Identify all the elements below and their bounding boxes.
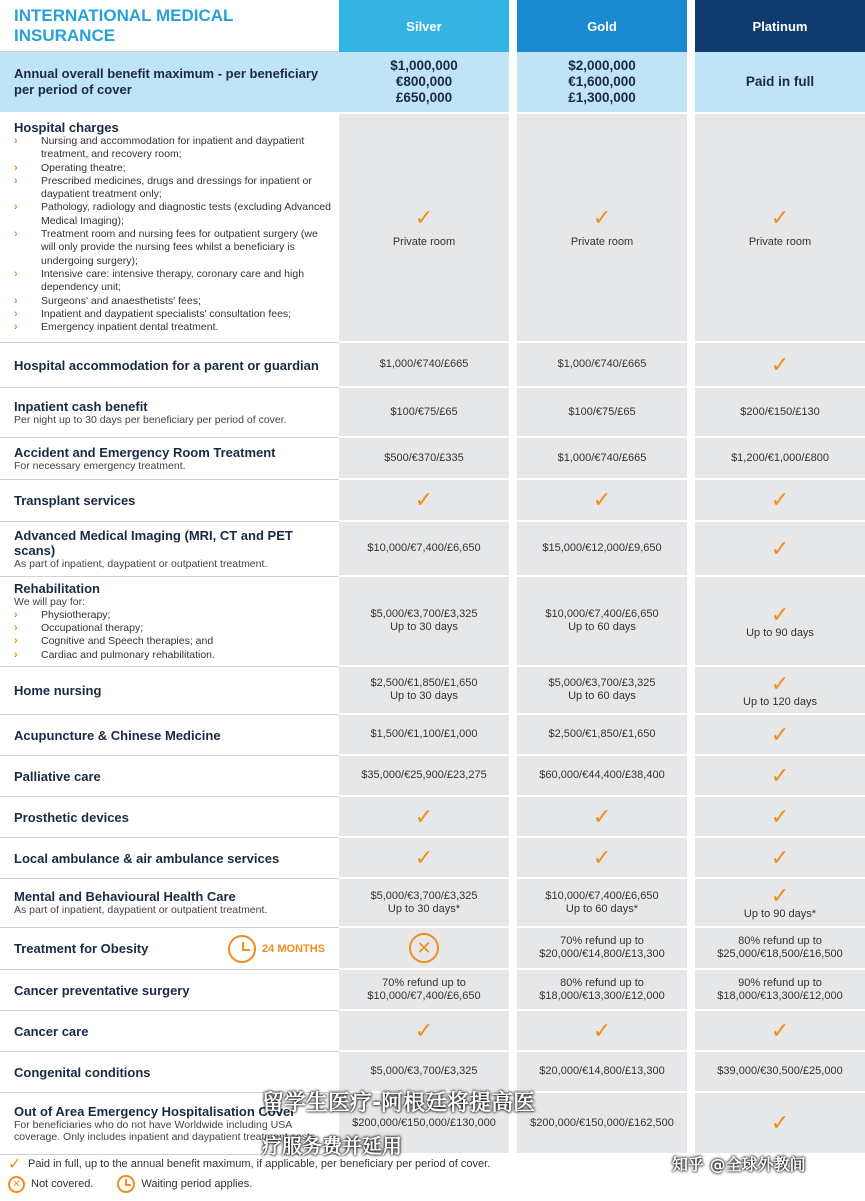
cash-silver: $100/€75/£65	[339, 388, 509, 438]
check-icon: ✓	[414, 803, 434, 829]
oos-label: Out of Area Emergency Hospitalisation Cover For beneficiaries who do not have Worldwide including USA coverage. Only includes inpatient and daypatient treatment costs.	[0, 1093, 339, 1155]
cancer-gold	[517, 1011, 687, 1052]
check-icon: ✓	[770, 803, 790, 829]
imaging-label: Advanced Medical Imaging (MRI, CT and PET scans) As part of inpatient, daypatient or outpatient treatment.	[0, 522, 339, 577]
annual-max-gold: $2,000,000 €1,600,000 £1,300,000	[517, 52, 687, 114]
accident-silver: $500/€370/£335	[339, 438, 509, 480]
accident-platinum: $1,200/€1,000/£800	[695, 438, 865, 480]
prosthetic-gold	[517, 797, 687, 838]
watermark-line2: 疗服务费并延用	[262, 1134, 402, 1158]
mental-label: Mental and Behavioural Health Care As part of inpatient, daypatient or outpatient treatment.	[0, 879, 339, 928]
nursing-label: Home nursing	[0, 667, 339, 715]
mental-silver: $5,000/€3,700/£3,325 Up to 30 days*	[339, 879, 509, 928]
parent-gold: $1,000/€740/£665	[517, 343, 687, 388]
check-icon: ✓	[592, 844, 612, 870]
palliative-label: Palliative care	[0, 756, 339, 797]
nursing-gold: $5,000/€3,700/£3,325 Up to 60 days	[517, 667, 687, 715]
check-icon: ✓	[770, 601, 790, 627]
check-icon: ✓	[770, 487, 790, 512]
ambulance-gold	[517, 838, 687, 879]
imaging-platinum	[695, 522, 865, 577]
congenital-label: Congenital conditions	[0, 1052, 339, 1093]
transplant-platinum	[695, 480, 865, 522]
obesity-label: Treatment for Obesity 24 MONTHS	[0, 928, 339, 970]
check-icon: ✓	[592, 1017, 612, 1043]
check-icon: ✓	[770, 844, 790, 870]
rehab-label: Rehabilitation We will pay for: › Physiotherapy; › Occupational therapy; › Cognitive and Speech therapies; and › Cardiac and pulmonary rehabilitation.	[0, 577, 339, 667]
check-icon: ✓	[414, 844, 434, 870]
rehab-platinum: ✓ Up to 90 days	[695, 577, 865, 667]
accident-gold: $1,000/€740/£665	[517, 438, 687, 480]
ambulance-silver	[339, 838, 509, 879]
plan-header-gold: Gold	[517, 0, 687, 52]
oos-silver: $200,000/€150,000/£130,000	[339, 1093, 509, 1155]
cash-platinum: $200/€150/£130	[695, 388, 865, 438]
parent-label: Hospital accommodation for a parent or guardian	[0, 343, 339, 388]
cancer-prev-gold: 80% refund up to $18,000/€13,300/£12,000	[517, 970, 687, 1011]
check-icon: ✓	[414, 1017, 434, 1043]
oos-platinum	[695, 1093, 865, 1155]
oos-gold: $200,000/€150,000/£162,500	[517, 1093, 687, 1155]
cancer-label: Cancer care	[0, 1011, 339, 1052]
rehab-gold: $10,000/€7,400/£6,650 Up to 60 days	[517, 577, 687, 667]
rehab-silver: $5,000/€3,700/£3,325 Up to 30 days	[339, 577, 509, 667]
obesity-platinum: 80% refund up to $25,000/€18,500/£16,500	[695, 928, 865, 970]
hospital-silver: ✓ Private room	[339, 114, 509, 343]
nursing-silver: $2,500/€1,850/£1,650 Up to 30 days	[339, 667, 509, 715]
plan-header-platinum: Platinum	[695, 0, 865, 52]
cross-circle-icon: ✕	[8, 1176, 25, 1193]
page-title: INTERNATIONAL MEDICAL INSURANCE	[0, 0, 339, 52]
prosthetic-label: Prosthetic devices	[0, 797, 339, 838]
accident-label: Accident and Emergency Room Treatment For necessary emergency treatment.	[0, 438, 339, 480]
check-icon: ✓	[592, 487, 612, 512]
palliative-platinum	[695, 756, 865, 797]
cancer-platinum	[695, 1011, 865, 1052]
transplant-gold	[517, 480, 687, 522]
cancer-prev-platinum: 90% refund up to $18,000/€13,300/£12,000	[695, 970, 865, 1011]
congenital-gold: $20,000/€14,800/£13,300	[517, 1052, 687, 1093]
acu-platinum	[695, 715, 865, 756]
plan-header-silver: Silver	[339, 0, 509, 52]
clock-icon	[117, 1175, 135, 1193]
parent-silver: $1,000/€740/£665	[339, 343, 509, 388]
obesity-silver	[339, 928, 509, 970]
annual-max-platinum: Paid in full	[695, 52, 865, 114]
congenital-platinum: $39,000/€30,500/£25,000	[695, 1052, 865, 1093]
check-icon: ✓	[414, 205, 434, 230]
hospital-platinum: ✓ Private room	[695, 114, 865, 343]
palliative-silver: $35,000/€25,900/£23,275	[339, 756, 509, 797]
legend-waiting: Waiting period applies.	[141, 1178, 253, 1190]
cross-circle-icon: ✕	[409, 933, 439, 963]
ambulance-label: Local ambulance & air ambulance services	[0, 838, 339, 879]
hospital-charges-label: Hospital charges › Nursing and accommodation for inpatient and daypatient treatment, and recovery room; › Operating theatre; › Prescribed medicines, drugs and dressings for inpatient or daypatient treatment only; › Pathology, radiology and diagnostic tests (excluding Advanced Medical Imaging); › Treatment room and nursing fees for outpatient surgery (we will only provide the nursing fees whilst a beneficiary is undergoing surgery); › Intensive care: intensive therapy, coronary care and high dependency unit; › Surgeons' and anaesthetists' fees; › Inpatient and daypatient specialists' consultation fees; › Emergency inpatient dental treatment.	[0, 114, 339, 343]
mental-gold: $10,000/€7,400/£6,650 Up to 60 days*	[517, 879, 687, 928]
mental-platinum: ✓ Up to 90 days*	[695, 879, 865, 928]
check-icon: ✓	[592, 205, 612, 230]
palliative-gold: $60,000/€44,400/£38,400	[517, 756, 687, 797]
parent-platinum	[695, 343, 865, 388]
hospital-gold: ✓ Private room	[517, 114, 687, 343]
check-icon: ✓	[770, 883, 790, 908]
check-icon: ✓	[770, 721, 790, 747]
check-icon: ✓	[8, 1156, 22, 1173]
legend-not-covered: Not covered.	[31, 1178, 94, 1190]
check-icon: ✓	[592, 803, 612, 829]
acu-label: Acupuncture & Chinese Medicine	[0, 715, 339, 756]
cash-gold: $100/€75/£65	[517, 388, 687, 438]
check-icon: ✓	[770, 762, 790, 788]
cash-label: Inpatient cash benefit Per night up to 30 days per beneficiary per period of cover.	[0, 388, 339, 438]
check-icon: ✓	[770, 670, 790, 696]
clock-icon	[228, 935, 256, 963]
cancer-silver	[339, 1011, 509, 1052]
check-icon: ✓	[770, 535, 790, 561]
check-icon: ✓	[770, 1017, 790, 1043]
prosthetic-silver	[339, 797, 509, 838]
check-icon: ✓	[770, 1110, 790, 1135]
ambulance-platinum	[695, 838, 865, 879]
transplant-silver	[339, 480, 509, 522]
check-icon: ✓	[414, 487, 434, 512]
annual-max-silver: $1,000,000 €800,000 £650,000	[339, 52, 509, 114]
watermark-line1: 留学生医疗-阿根廷将提高医	[262, 1091, 536, 1116]
check-icon: ✓	[770, 351, 790, 377]
acu-gold: $2,500/€1,850/£1,650	[517, 715, 687, 756]
nursing-platinum: ✓ Up to 120 days	[695, 667, 865, 715]
annual-max-label: Annual overall benefit maximum - per beneficiary per period of cover	[0, 52, 339, 114]
watermark-site: 知乎 @全球外教间	[672, 1155, 806, 1174]
imaging-silver: $10,000/€7,400/£6,650	[339, 522, 509, 577]
congenital-silver: $5,000/€3,700/£3,325	[339, 1052, 509, 1093]
imaging-gold: $15,000/€12,000/£9,650	[517, 522, 687, 577]
check-icon: ✓	[770, 205, 790, 230]
acu-silver: $1,500/€1,100/£1,000	[339, 715, 509, 756]
transplant-label: Transplant services	[0, 480, 339, 522]
cancer-prev-silver: 70% refund up to $10,000/€7,400/£6,650	[339, 970, 509, 1011]
obesity-gold: 70% refund up to $20,000/€14,800/£13,300	[517, 928, 687, 970]
prosthetic-platinum	[695, 797, 865, 838]
legend-paid: Paid in full, up to the annual benefit maximum, if applicable, per beneficiary per period of cover.	[28, 1158, 491, 1170]
cancer-prev-label: Cancer preventative surgery	[0, 970, 339, 1011]
